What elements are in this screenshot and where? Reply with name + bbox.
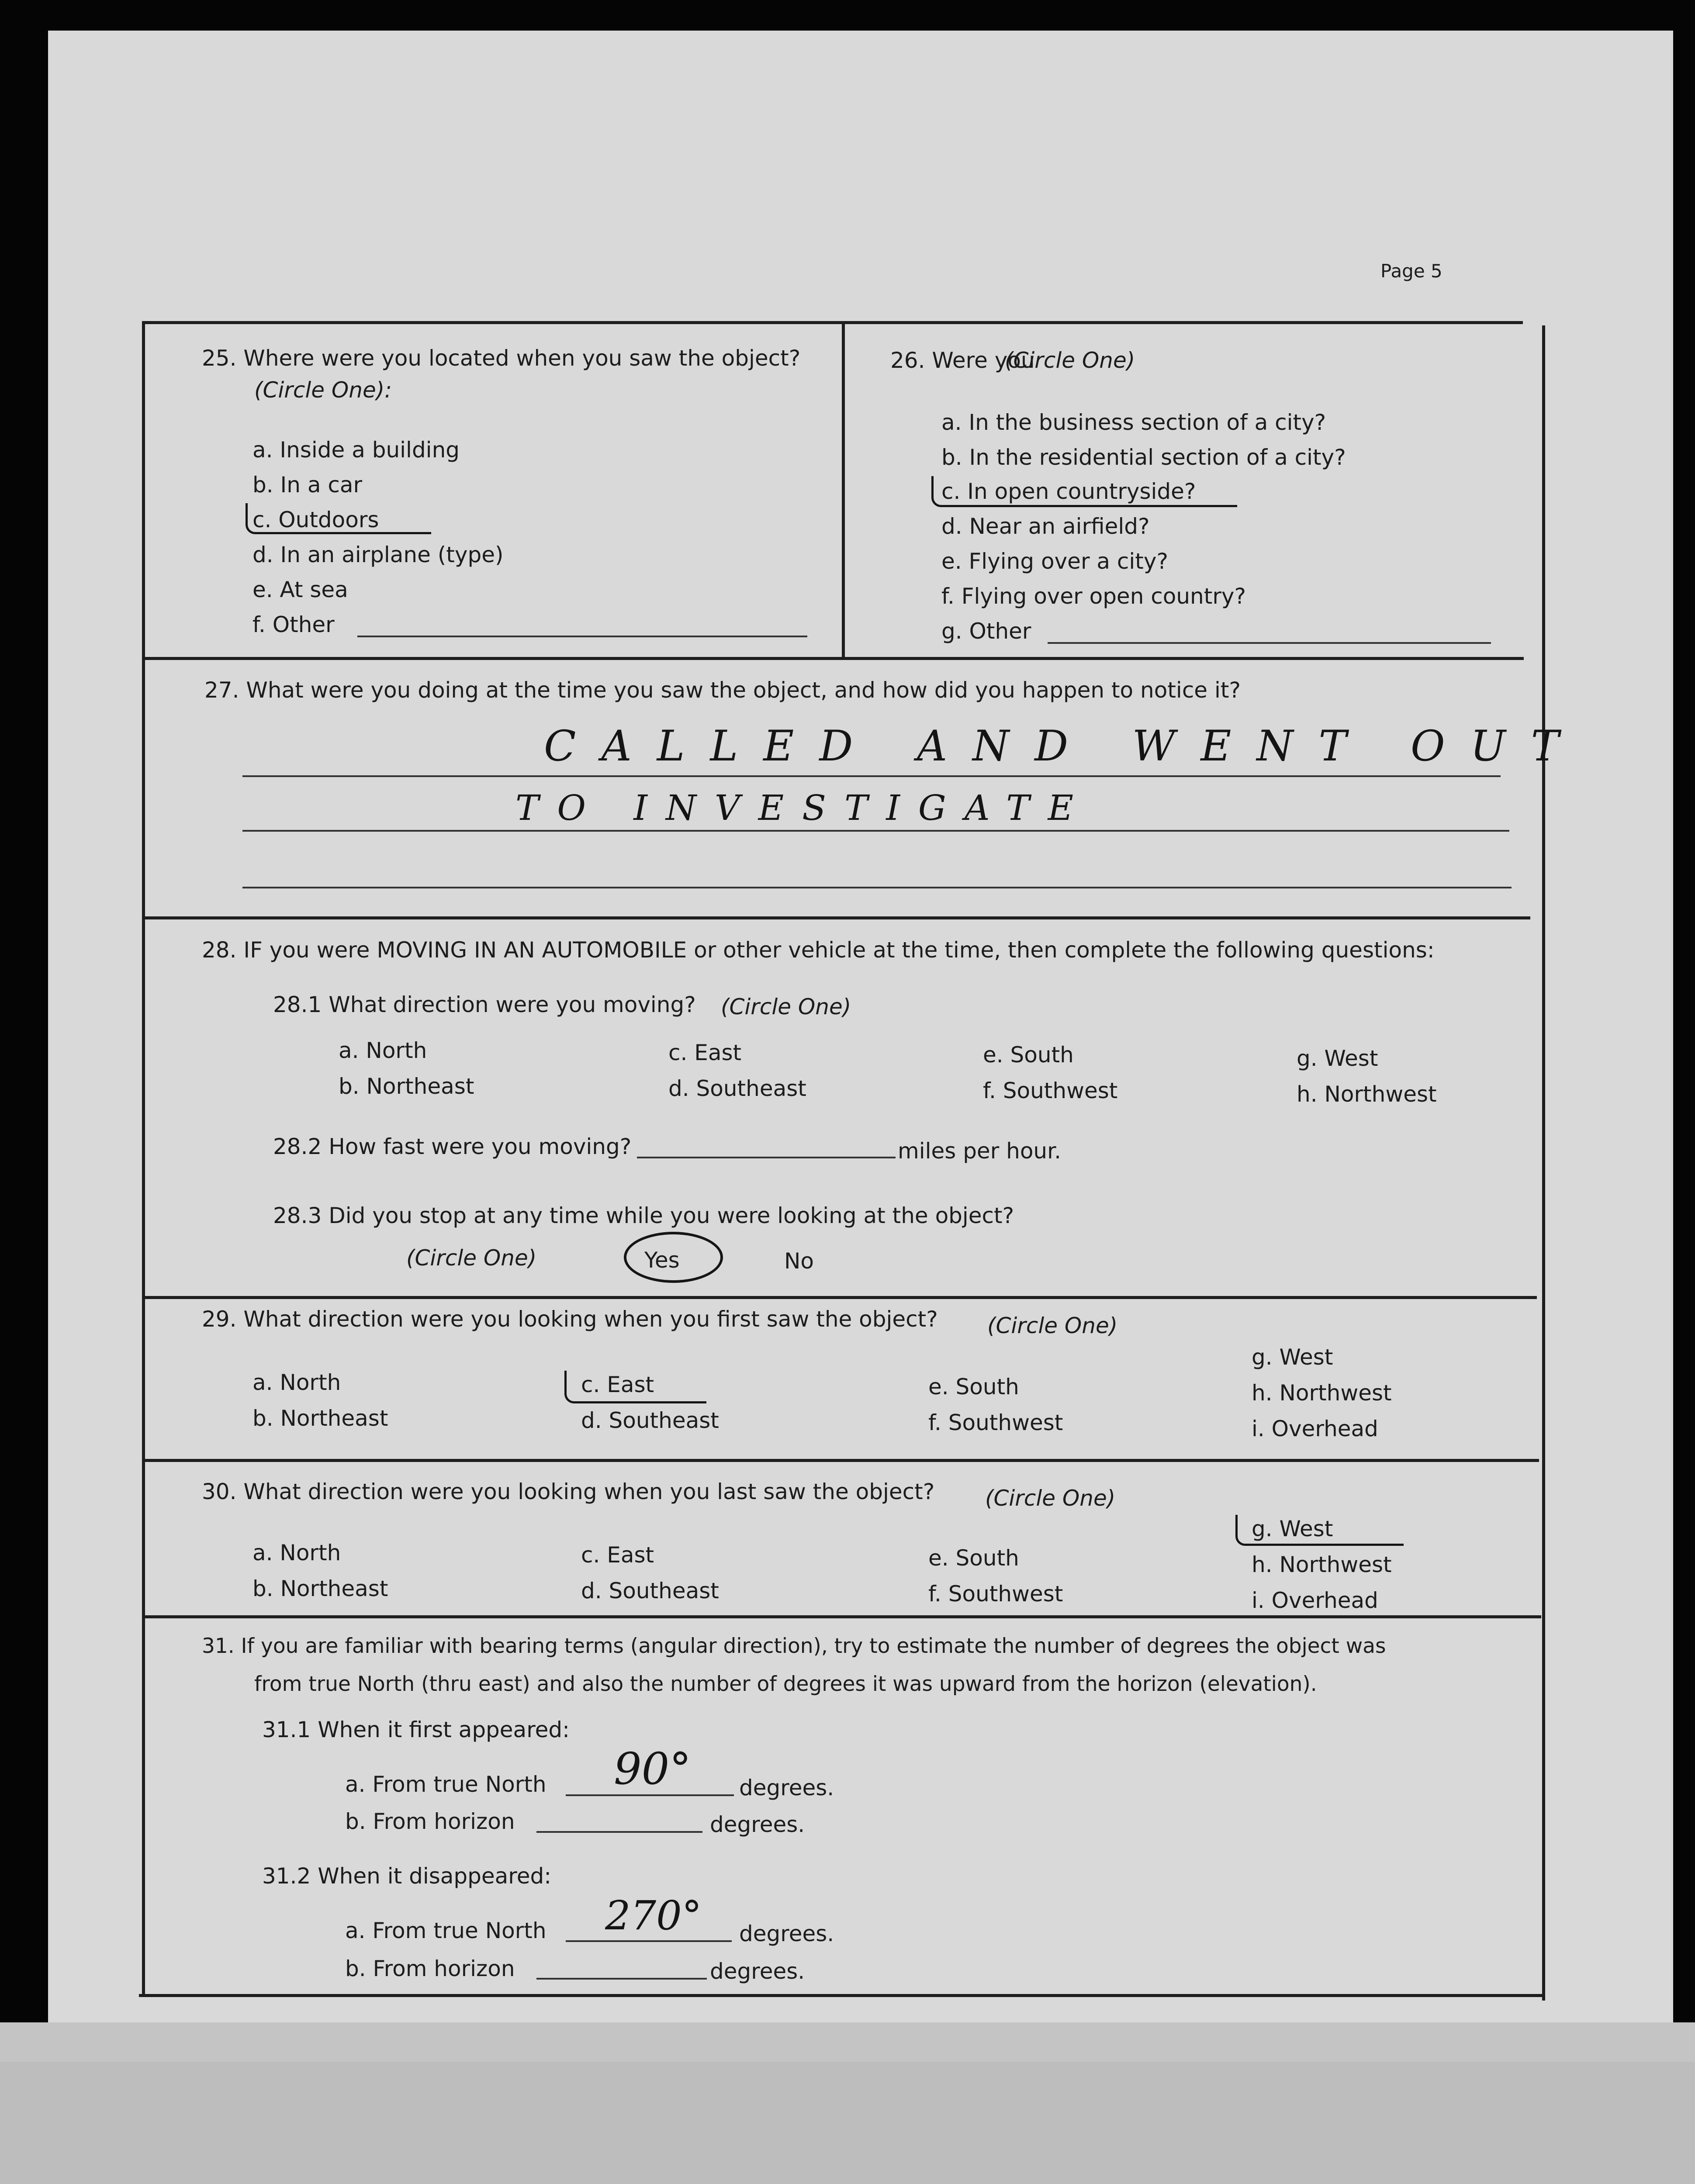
q28-prompt bbox=[202, 939, 1435, 961]
q30-option-h: h. Northwest bbox=[1252, 1552, 1392, 1577]
q27-prompt: 27. What were you doing at the time you saw the object, and how did you happen to notice it? bbox=[204, 677, 1241, 703]
q28-3-no: No bbox=[784, 1248, 814, 1274]
q26-option-f: f. Flying over open country? bbox=[941, 584, 1246, 609]
q25-option-f: f. Other bbox=[253, 612, 335, 637]
q27-line-1 bbox=[242, 775, 1501, 777]
q28-1-option-b: b. Northeast bbox=[339, 1074, 474, 1099]
divider-after-q27 bbox=[143, 916, 1530, 919]
q30-option-i: i. Overhead bbox=[1252, 1588, 1378, 1613]
q25-option-d: d. In an airplane (type) bbox=[253, 542, 504, 567]
q31-2-horizon-label: b. From horizon bbox=[345, 1956, 515, 1981]
q31-2-heading: 31.2 When it disappeared: bbox=[262, 1863, 552, 1889]
q29-option-h: h. Northwest bbox=[1252, 1380, 1392, 1406]
q30-sub: (Circle One) bbox=[985, 1486, 1116, 1511]
q25-option-e: e. At sea bbox=[253, 577, 348, 602]
q31-1-heading: 31.1 When it first appeared: bbox=[262, 1717, 570, 1742]
q25-option-c: c. Outdoors bbox=[253, 507, 379, 532]
q30-option-a: a. North bbox=[253, 1540, 341, 1565]
q28-1-option-g: g. West bbox=[1297, 1046, 1378, 1071]
q27-line-3 bbox=[242, 887, 1512, 888]
q26-option-d: d. Near an airfield? bbox=[941, 514, 1150, 539]
form-border-bottom bbox=[139, 1994, 1543, 1997]
q28-3-answer-circle bbox=[624, 1232, 723, 1283]
q28-2-suffix: miles per hour. bbox=[898, 1138, 1061, 1164]
q26-prompt: 26. Were you bbox=[890, 348, 1035, 373]
q29-answer-mark bbox=[564, 1371, 706, 1403]
q25-option-b: b. In a car bbox=[253, 472, 363, 498]
q28-3-prompt: 28.3 Did you stop at any time while you were looking at the object? bbox=[273, 1203, 1014, 1228]
q28-1-prompt: 28.1 What direction were you moving? bbox=[273, 992, 696, 1017]
q25-answer-mark bbox=[246, 503, 431, 534]
q26-option-g: g. Other bbox=[941, 619, 1031, 644]
q28-1-option-f: f. Southwest bbox=[983, 1078, 1118, 1103]
q27-line-2 bbox=[242, 830, 1509, 832]
q29-option-i: i. Overhead bbox=[1252, 1416, 1378, 1441]
q25-option-a: a. Inside a building bbox=[253, 437, 460, 463]
q28-3-sub: (Circle One) bbox=[406, 1245, 537, 1271]
q30-option-g: g. West bbox=[1252, 1516, 1333, 1541]
q29-sub: (Circle One) bbox=[987, 1313, 1118, 1338]
q28-1-sub: (Circle One) bbox=[721, 994, 851, 1019]
q29-option-d: d. Southeast bbox=[581, 1408, 719, 1433]
form-border-top bbox=[143, 321, 1523, 324]
q31-2-north-value: 270° bbox=[605, 1892, 702, 1939]
q26-option-e: e. Flying over a city? bbox=[941, 549, 1169, 574]
q28-3-yes: Yes bbox=[644, 1248, 680, 1273]
q26-option-c: c. In open countryside? bbox=[941, 479, 1196, 504]
form-border-right bbox=[1542, 325, 1545, 2001]
q25-prompt: 25. Where were you located when you saw the object? bbox=[202, 346, 801, 371]
q31-2-horizon-unit: degrees. bbox=[710, 1959, 805, 1984]
q31-1-horizon-line bbox=[536, 1831, 702, 1833]
q26-option-a: a. In the business section of a city? bbox=[941, 410, 1326, 435]
divider-q25-q26 bbox=[842, 323, 845, 659]
q28-2-prompt: 28.2 How fast were you moving? bbox=[273, 1134, 632, 1159]
q26-sub: (Circle One) bbox=[1005, 348, 1135, 373]
q31-2-horizon-line bbox=[536, 1978, 707, 1980]
q31-prompt-line-1: 31. If you are familiar with bearing terms (angular direction), try to estimate the number of degrees the object was bbox=[202, 1634, 1386, 1658]
q31-1-horizon-label: b. From horizon bbox=[345, 1809, 515, 1834]
q26-answer-mark bbox=[931, 476, 1237, 507]
q27-handwritten-answer-2: TO INVESTIGATE bbox=[515, 788, 1092, 828]
q26-option-b: b. In the residential section of a city? bbox=[941, 445, 1346, 470]
scan-background-bottom bbox=[0, 2062, 1695, 2184]
q28-prompt-prefix: 28. IF you were bbox=[202, 937, 370, 963]
page-number: Page 5 bbox=[1380, 260, 1442, 282]
q25-other-line bbox=[357, 636, 807, 637]
q30-option-d: d. Southeast bbox=[581, 1578, 719, 1603]
divider-after-q29 bbox=[143, 1459, 1539, 1462]
q29-prompt: 29. What direction were you looking when you first saw the object? bbox=[202, 1306, 938, 1332]
q30-option-c: c. East bbox=[581, 1542, 654, 1568]
divider-after-q26 bbox=[143, 657, 1524, 660]
q28-prompt-suffix: or other vehicle at the time, then complete the following questions: bbox=[694, 937, 1435, 963]
q31-1-north-unit: degrees. bbox=[739, 1775, 834, 1800]
q28-1-option-h: h. Northwest bbox=[1297, 1082, 1437, 1107]
q31-prompt-line-2: from true North (thru east) and also the number of degrees it was upward from the horizon (elevation). bbox=[254, 1672, 1317, 1696]
divider-after-q30 bbox=[143, 1615, 1541, 1618]
q28-1-option-c: c. East bbox=[668, 1040, 742, 1065]
q31-1-north-label: a. From true North bbox=[345, 1772, 547, 1797]
q31-1-horizon-unit: degrees. bbox=[710, 1812, 805, 1837]
q29-option-e: e. South bbox=[928, 1374, 1019, 1400]
q28-1-option-d: d. Southeast bbox=[668, 1076, 806, 1101]
q26-other-line bbox=[1048, 642, 1491, 644]
q30-option-f: f. Southwest bbox=[928, 1581, 1063, 1607]
q30-option-e: e. South bbox=[928, 1545, 1019, 1571]
q30-option-b: b. Northeast bbox=[253, 1576, 388, 1601]
q30-answer-mark bbox=[1235, 1515, 1404, 1546]
q29-option-c: c. East bbox=[581, 1372, 654, 1397]
divider-after-q28 bbox=[143, 1296, 1537, 1299]
q29-option-f: f. Southwest bbox=[928, 1410, 1063, 1435]
q30-prompt: 30. What direction were you looking when you last saw the object? bbox=[202, 1479, 935, 1504]
q31-2-north-unit: degrees. bbox=[739, 1921, 834, 1946]
q31-1-north-line bbox=[566, 1794, 734, 1796]
q27-handwritten-answer-1: CALLED AND WENT OUT bbox=[544, 722, 1584, 771]
q31-2-north-line bbox=[566, 1940, 732, 1942]
q28-1-option-e: e. South bbox=[983, 1042, 1074, 1068]
q31-1-north-value: 90° bbox=[614, 1743, 692, 1794]
q29-option-b: b. Northeast bbox=[253, 1406, 388, 1431]
q31-2-north-label: a. From true North bbox=[345, 1918, 547, 1943]
q28-2-speed-line bbox=[637, 1157, 896, 1158]
form-border-left bbox=[142, 321, 145, 1996]
q28-prompt-caps: MOVING IN AN AUTOMOBILE bbox=[377, 937, 687, 963]
q28-1-option-a: a. North bbox=[339, 1038, 427, 1063]
q25-sub: (Circle One): bbox=[254, 377, 392, 403]
q29-option-g: g. West bbox=[1252, 1344, 1333, 1370]
q29-option-a: a. North bbox=[253, 1370, 341, 1395]
